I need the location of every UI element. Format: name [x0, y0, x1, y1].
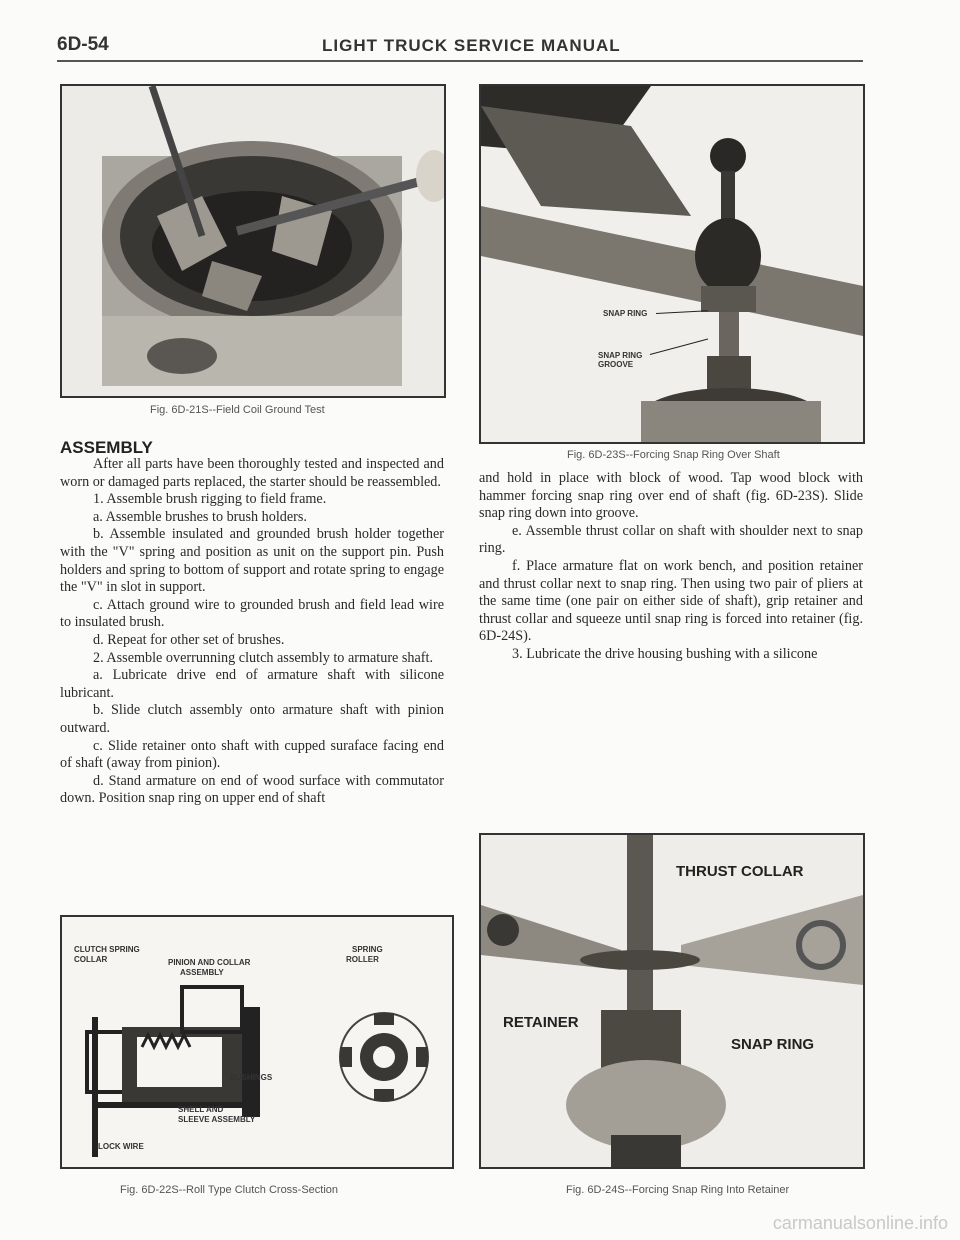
paragraph: and hold in place with block of wood. Tap wood block with hammer forcing snap ring over end of shaft (fig. 6D-23S). Slide snap ring down into groove.: [479, 470, 863, 522]
paragraph: d. Repeat for other set of brushes.: [93, 631, 285, 648]
caption-fig-23s: Fig. 6D-23S--Forcing Snap Ring Over Shaft: [567, 449, 780, 461]
label-snap-ring: SNAP RING: [603, 309, 648, 318]
caption-fig-21s: Fig. 6D-21S--Field Coil Ground Test: [150, 404, 325, 416]
label-clutch-spring-line1: CLUTCH SPRING: [74, 945, 140, 954]
label-shell-sleeve-line2: SLEEVE ASSEMBLY: [178, 1115, 256, 1124]
label-pinion-collar-line1: PINION AND COLLAR: [168, 958, 251, 967]
paragraph: c. Slide retainer onto shaft with cupped suraface facing end of shaft (away from pinion).: [60, 737, 444, 772]
label-snap-ring-groove-line2: GROOVE: [598, 360, 634, 369]
section-heading-assembly: ASSEMBLY: [60, 438, 153, 457]
figure-field-coil-photo: [60, 84, 446, 398]
label-clutch-spring-line2: COLLAR: [74, 955, 108, 964]
label-bushings: BUSHINGS: [230, 1073, 273, 1082]
paragraph: b. Assemble insulated and grounded brush holder together with the "V" spring and position as unit on the support pin. Push holders and spring to bottom of support and rotate spring to engage the "V" in slot in support.: [60, 526, 444, 596]
paragraph: 3. Lubricate the drive housing bushing with a silicone: [512, 645, 818, 662]
paragraph: 2. Assemble overrunning clutch assembly to armature shaft.: [93, 649, 434, 666]
label-snap-ring-groove-line1: SNAP RING: [598, 351, 643, 360]
figure-snap-ring-photo: [479, 84, 865, 444]
page-number: 6D-54: [57, 34, 109, 55]
field-coil-illustration: [62, 86, 444, 396]
paragraph: d. Stand armature on end of wood surface with commutator down. Position snap ring on upper end of shaft: [60, 772, 444, 807]
figure-snap-ring-retainer-photo: [479, 833, 865, 1169]
paragraph: c. Attach ground wire to grounded brush and field lead wire to insulated brush.: [60, 596, 444, 631]
paragraph: a. Lubricate drive end of armature shaft with silicone lubricant.: [60, 667, 444, 701]
watermark: carmanualsonline.info: [772, 1213, 948, 1233]
header-rule: [57, 60, 863, 62]
paragraph: 1. Assemble brush rigging to field frame.: [93, 491, 327, 508]
label-snap-ring: SNAP RING: [731, 1036, 815, 1053]
label-thrust-collar: THRUST COLLAR: [676, 863, 804, 880]
caption-fig-24s: Fig. 6D-24S--Forcing Snap Ring Into Retainer: [566, 1184, 790, 1196]
paragraph: a. Assemble brushes to brush holders.: [93, 508, 307, 525]
paragraph: e. Assemble thrust collar on shaft with shoulder next to snap ring.: [479, 522, 863, 557]
left-column-text: [60, 456, 444, 808]
label-pinion-collar-line2: ASSEMBLY: [180, 968, 224, 977]
caption-fig-22s: Fig. 6D-22S--Roll Type Clutch Cross-Section: [120, 1184, 339, 1196]
page-title: LIGHT TRUCK SERVICE MANUAL: [322, 36, 621, 55]
label-retainer: RETAINER: [503, 1014, 579, 1031]
snap-ring-into-retainer-illustration: [481, 835, 863, 1167]
label-spring-roller-line1: SPRING: [352, 945, 383, 954]
paragraph: b. Slide clutch assembly onto armature shaft with pinion outward.: [60, 702, 444, 736]
paragraph: After all parts have been thoroughly tested and inspected and worn or damaged parts replaced, the starter should be reassembled.: [60, 456, 444, 490]
label-spring-roller-line2: ROLLER: [346, 955, 379, 964]
label-shell-sleeve-line1: SHELL AND: [178, 1105, 224, 1114]
paragraph: f. Place armature flat on work bench, and position retainer and thrust collar next to snap ring. Then using two pair of pliers at the same time (one pair on either side of shaft), grip retainer and thrust collar and squeeze until snap ring is forced into retainer (fig. 6D-24S).: [479, 557, 863, 645]
snap-ring-over-shaft-illustration: [481, 86, 863, 442]
label-lock-wire: LOCK WIRE: [98, 1142, 144, 1151]
right-column-text: [479, 470, 863, 664]
